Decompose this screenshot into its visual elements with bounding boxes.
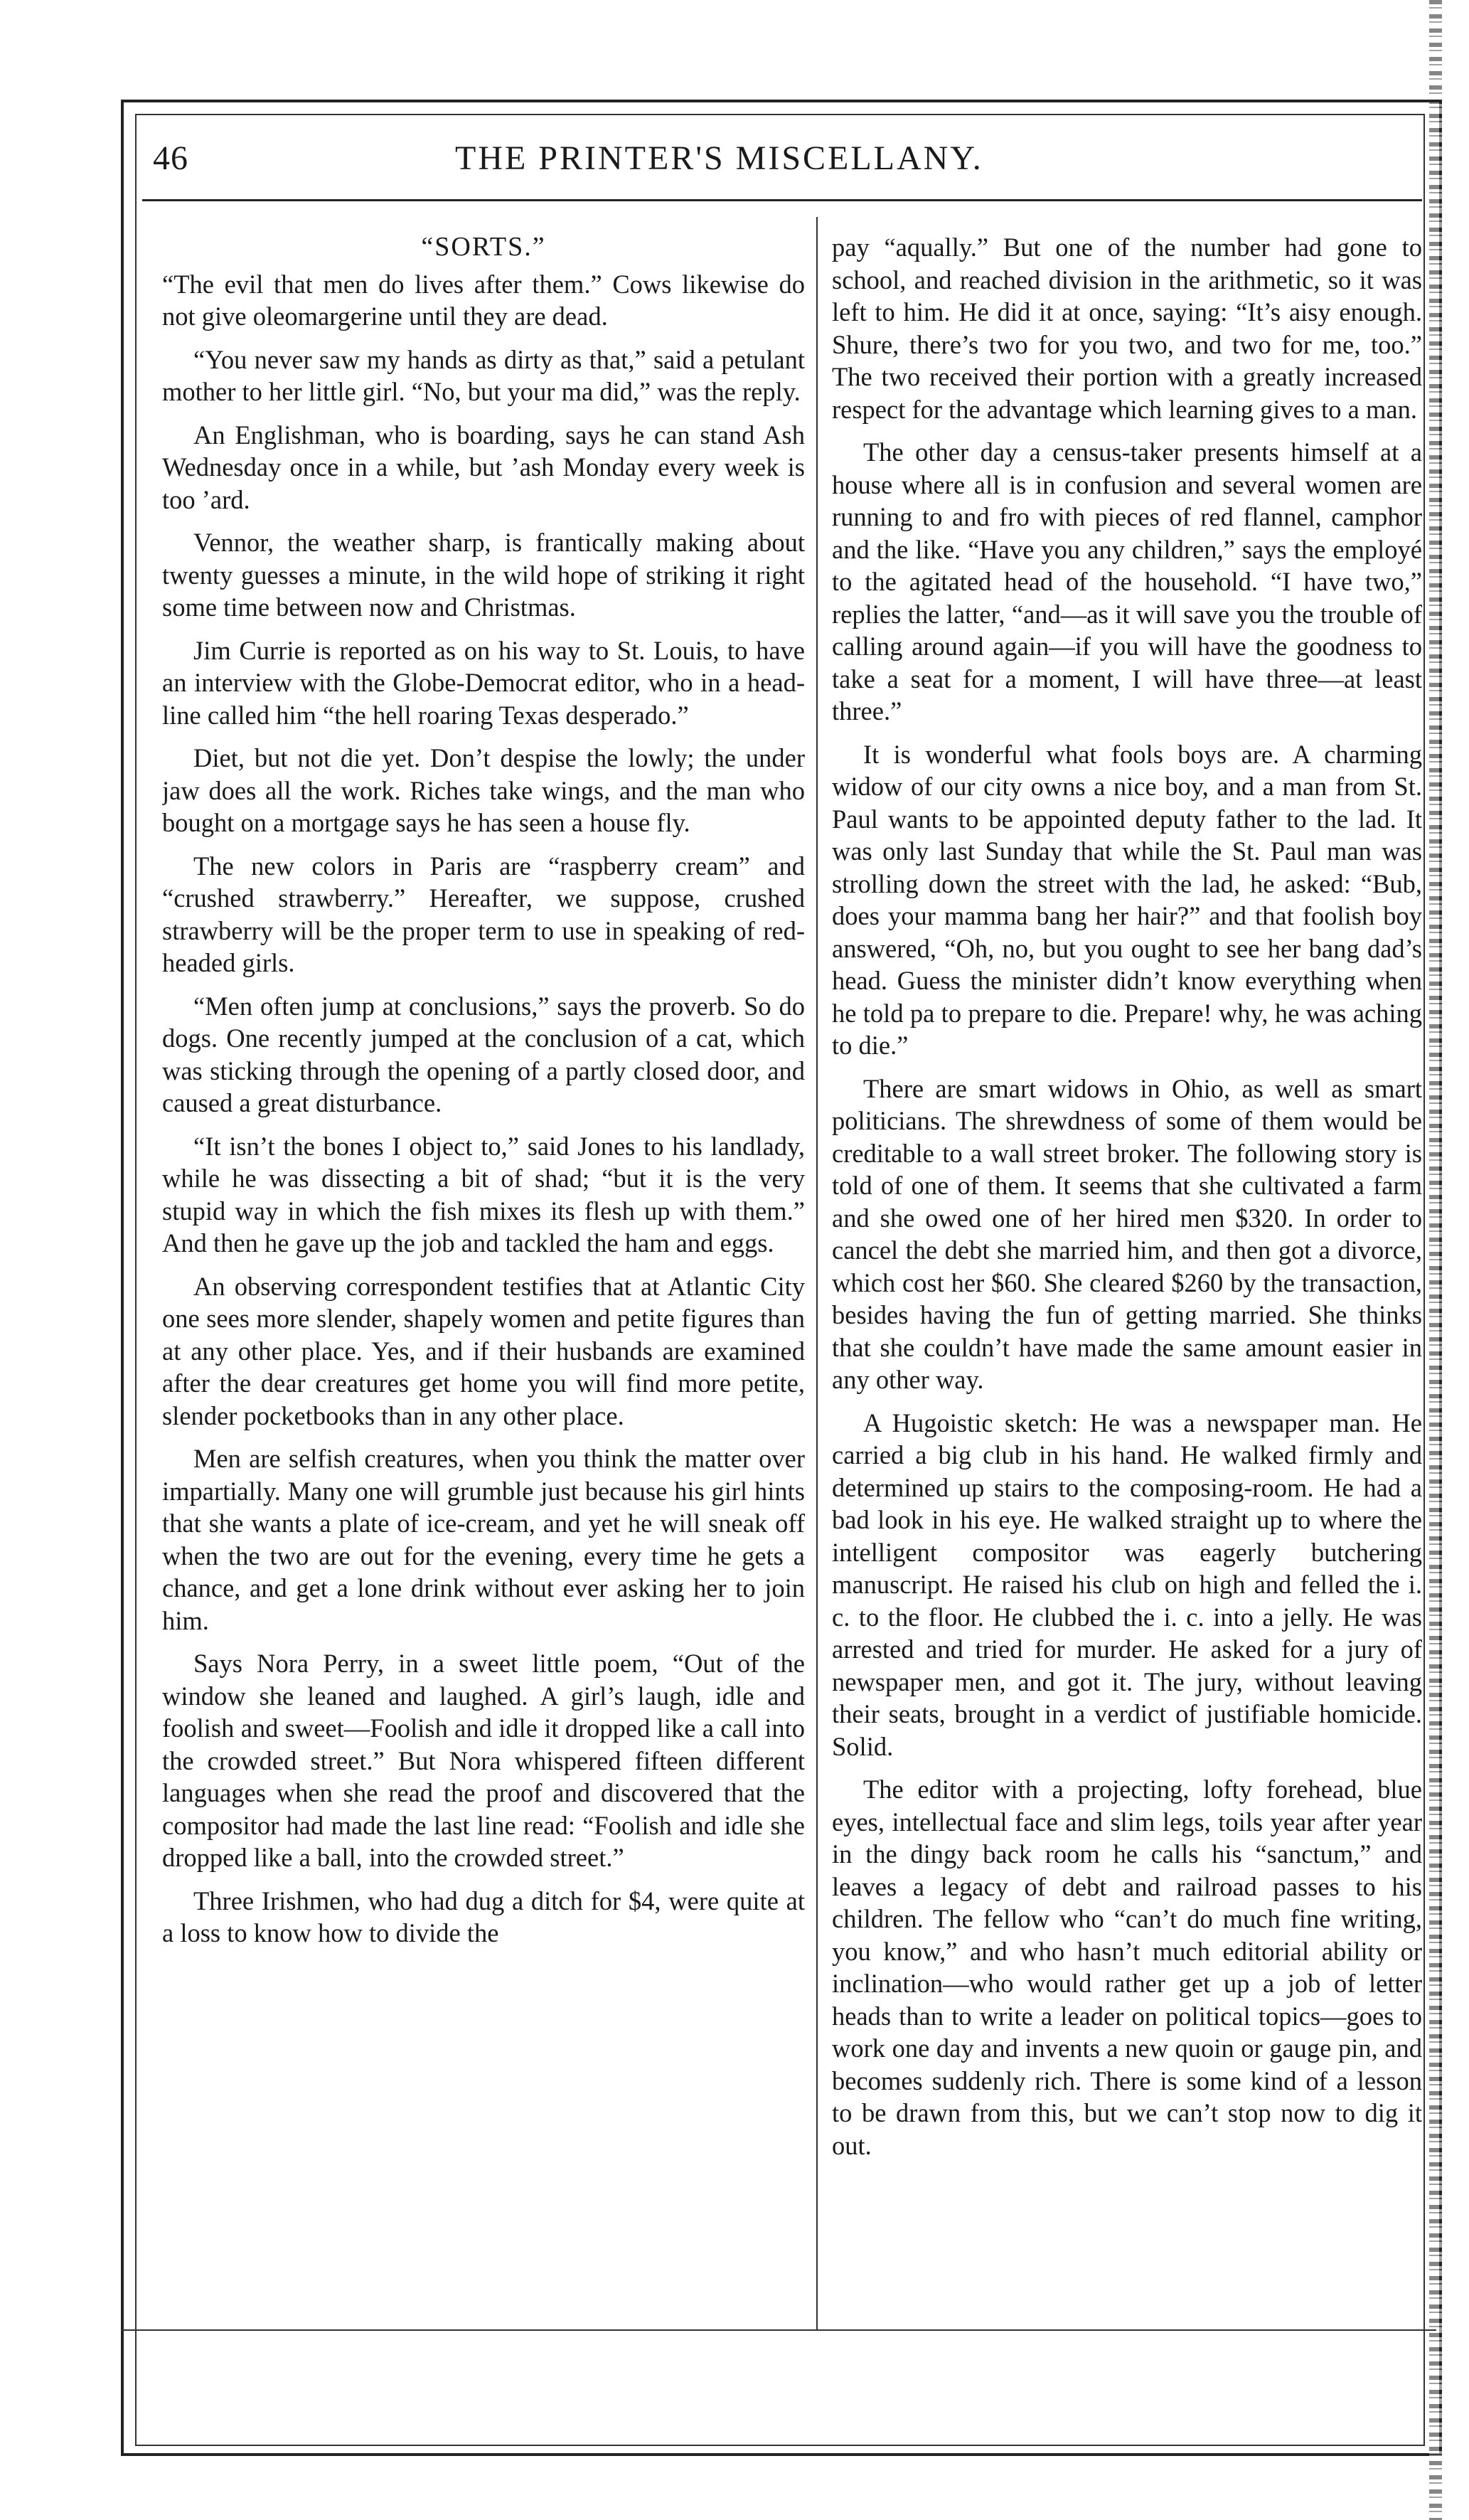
article-paragraph: Jim Currie is reported as on his way to St. Louis, to have an interview with the Globe-Democrat editor, who in a head-line called him “the hell roaring Texas desperado.” [162, 635, 805, 730]
article-paragraph: Says Nora Perry, in a sweet little poem, “Out of the window she leaned and laughed. A girl’s laugh, idle and foolish and sweet—Foolish and idle it dropped like a call into the crowded street.” But Nora whispered fifteen different languages when she read the proof and discovered that the compositor had made the last line read: “Foolish and idle she dropped like a ball, into the crowded street.” [162, 1649, 805, 1872]
article-paragraph: “Men often jump at conclusions,” says the proverb. So do dogs. One recently jumped at the conclusion of a cat, which was sticking through the opening of a partly closed door, and caused a great disturbance. [162, 991, 805, 1117]
column-divider [816, 217, 818, 2329]
article-paragraph: The new colors in Paris are “raspberry cream” and “crushed strawberry.” Hereafter, we suppose, crushed strawberry will be the proper term to use in speaking of red-headed girls. [162, 851, 805, 977]
article-paragraph: There are smart widows in Ohio, as well as smart politicians. The shrewdness of some of them would be creditable to a wall street broker. The following story is told of one of them. It seems that she cultivated a farm and she owed one of her hired men $320. In order to cancel the debt she married him, and then got a divorce, which cost her $60. She cleared $260 by the transaction, besides having the fun of getting married. She thinks that she couldn’t have made the same amount easier in any other way. [832, 1073, 1422, 1394]
article-paragraph: The other day a census-taker presents himself at a house where all is in confusion and several women are running to and fro with pieces of red flannel, camphor and the like. “Have you any children,” says the employé to the agitated head of the household. “I have two,” replies the latter, “and—as it will save you the trouble of calling around again—if you will have the goodness to take a seat for a moment, I will have three—at least three.” [832, 437, 1422, 725]
article-paragraph: “You never saw my hands as dirty as that,” said a petulant mother to her little girl. “No, but your ma did,” was the reply. [162, 344, 805, 406]
binding-edge [1429, 0, 1442, 2520]
header-rule [142, 199, 1422, 201]
article-paragraph: “It isn’t the bones I object to,” said Jones to his landlady, while he was dissecting a bit of shad; “but it is the very stupid way in which the fish mixes its flesh up with them.” And then he gave up the job and tackled the ham and eggs. [162, 1131, 805, 1258]
section-title: “SORTS.” [421, 232, 546, 262]
article-paragraph: Diet, but not die yet. Don’t despise the lowly; the under jaw does all the work. Riches take wings, and the man who bought on a mortgage says he has seen a house fly. [162, 743, 805, 837]
article-paragraph: Three Irishmen, who had dug a ditch for $4, were quite at a loss to know how to divide the [162, 1886, 805, 1947]
running-head-title: THE PRINTER'S MISCELLANY. [455, 139, 983, 177]
right-column [832, 231, 1422, 2326]
article-paragraph: “The evil that men do lives after them.” Cows likewise do not give oleomargerine until they are dead. [162, 269, 805, 331]
continued-paragraph: pay “aqually.” But one of the number had gone to school, and reached division in the arithmetic, so it was left to him. He did it at once, saying: “It’s aisy enough. Shure, there’s two for you two, and two for me, too.” The two received their portion with a greatly increased respect for the advantage which learning gives to a man. [832, 233, 1422, 424]
left-column [162, 231, 805, 2326]
article-paragraph: The editor with a projecting, lofty forehead, blue eyes, intellectual face and slim legs, toils year after year in the dingy back room he calls his “sanctum,” and leaves a legacy of debt and railroad passes to his children. The fellow who “can’t do much fine writing, you know,” and who hasn’t much editorial ability or inclination—who would rather get up a job of letter heads than to write a leader on political topics—goes to work one day and invents a new quoin or gauge pin, and becomes suddenly rich. There is some kind of a lesson to be drawn from this, but we can’t stop now to dig it out. [832, 1775, 1422, 2160]
article-paragraph: Vennor, the weather sharp, is frantically making about twenty guesses a minute, in the wild hope of striking it right some time between now and Christmas. [162, 528, 805, 622]
article-paragraph: It is wonderful what fools boys are. A charming widow of our city owns a nice boy, and a man from St. Paul wants to be appointed deputy father to the lad. It was only last Sunday that while the St. Paul man was strolling down the street with the lad, he asked: “Bub, does your mamma bang her hair?” and that foolish boy answered, “Oh, no, but you ought to see her bang dad’s head. Guess the minister didn’t know everything when he told pa to prepare to die. Prepare! why, he was aching to die.” [832, 739, 1422, 1060]
article-paragraph: An observing correspondent testifies that at Atlantic City one sees more slender, shapely women and petite figures than at any other place. Yes, and if their husbands are examined after the dear creatures get home you will find more petite, slender pocketbooks than in any other place. [162, 1271, 805, 1430]
article-paragraph: Men are selfish creatures, when you think the matter over impartially. Many one will grumble just because his girl hints that she wants a plate of ice-cream, and yet he will sneak off when the two are out for the evening, every time he gets a chance, and get a lone drink without ever asking her to join him. [162, 1444, 805, 1635]
bottom-rule [121, 2329, 1436, 2331]
article-paragraph: A Hugoistic sketch: He was a newspaper man. He carried a big club in his hand. He walked firmly and determined up stairs to the composing-room. He had a bad look in his eye. He walked straight up to where the intelligent compositor was eagerly butchering manuscript. He raised his club on high and felled the i. c. to the floor. He clubbed the i. c. into a jelly. He was arrested and tried for murder. He asked for a jury of newspaper men, and got it. The jury, without leaving their seats, brought in a verdict of justifiable homicide. Solid. [832, 1408, 1422, 1761]
page-number: 46 [153, 139, 188, 177]
article-paragraph: An Englishman, who is boarding, says he can stand Ash Wednesday once in a while, but ’ash Monday every week is too ’ard. [162, 420, 805, 514]
